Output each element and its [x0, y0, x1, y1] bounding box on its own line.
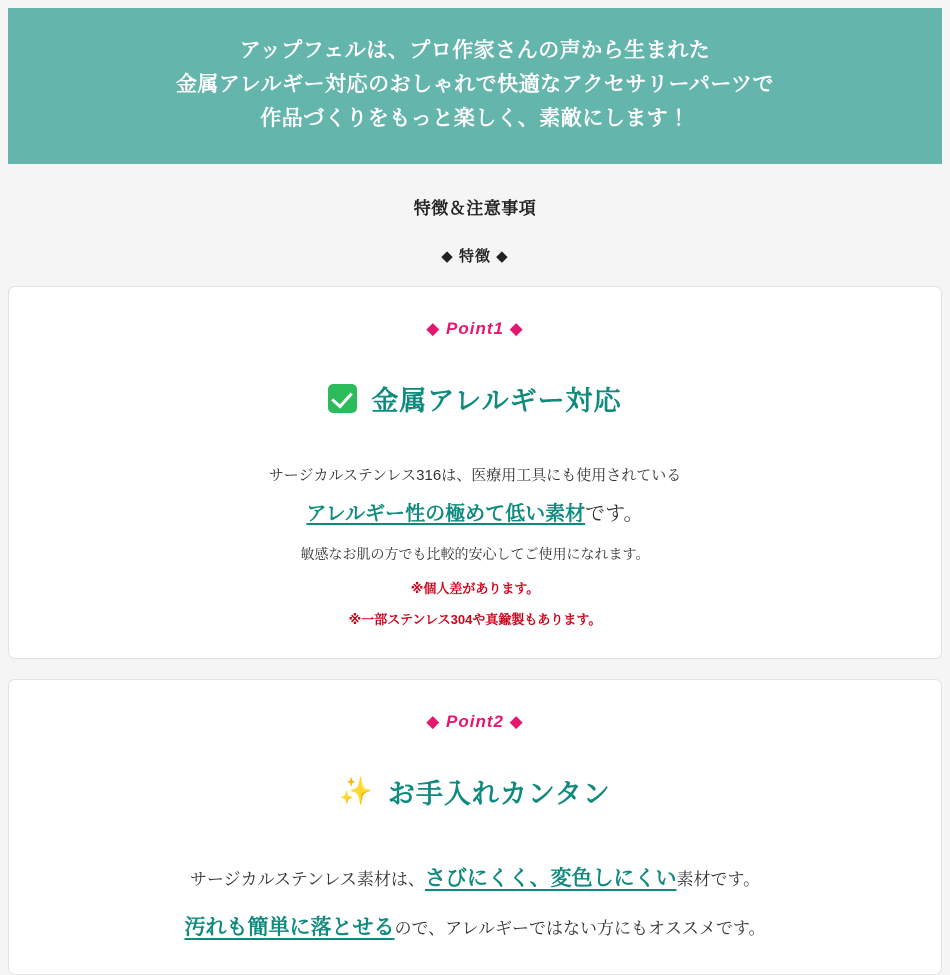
hero-line-3: 作品づくりをもっと楽しく、素敵にします！ [260, 107, 690, 131]
card-heading-1 [31, 379, 919, 418]
section-subtitle: ◆ 特徴 ◆ [441, 248, 509, 266]
card-heading-1-text: 金属アレルギー対応 [371, 386, 622, 417]
point-label-2: ◆ Point2 ◆ [426, 711, 524, 731]
sparkles-icon: ✨ [339, 775, 374, 806]
point-label-1: ◆ Point1 ◆ [426, 319, 524, 339]
feature-card-point1 [8, 286, 942, 659]
card2-link-rust[interactable]: さびにくく、変色しにくい [424, 866, 677, 890]
card2-link-clean[interactable]: 汚れも簡単に落とせる [184, 915, 395, 939]
card1-line3: 敏感なお肌の方でも比較的安心してご使用になれます。 [300, 546, 650, 563]
card1-note-1: ※個人差があります。 [410, 580, 540, 596]
hero-banner [8, 8, 942, 164]
card2-line1-head: サージカルステンレス素材は、 [189, 869, 425, 889]
white-check-mark-icon [328, 384, 357, 413]
section-title: 特徴＆注意事項 [413, 199, 537, 219]
card2-line1 [31, 863, 919, 896]
card2-line2-tail: ので、アレルギーではない方にもオススメです。 [394, 918, 766, 938]
card1-note-2: ※一部ステンレス304や真鍮製もあります。 [348, 611, 602, 627]
card1-link-material[interactable]: アレルギー性の極めて低い素材 [306, 503, 586, 526]
card1-line2-tail: です。 [585, 503, 644, 526]
card-heading-2-text: お手入れカンタン [387, 778, 611, 809]
card2-line1-tail: 素材です。 [676, 869, 761, 889]
hero-line-1: アップフェルは、プロ作家さんの声から生まれた [239, 39, 711, 62]
feature-card-point2 [8, 679, 942, 975]
hero-line-2: 金属アレルギー対応のおしゃれで快適なアクセサリーパーツで [175, 73, 775, 97]
card1-line1: サージカルステンレス316は、医療用工具にも使用されている [268, 467, 682, 485]
card1-line2 [31, 499, 919, 530]
card2-line2 [31, 912, 919, 945]
card-heading-2 [31, 772, 919, 811]
